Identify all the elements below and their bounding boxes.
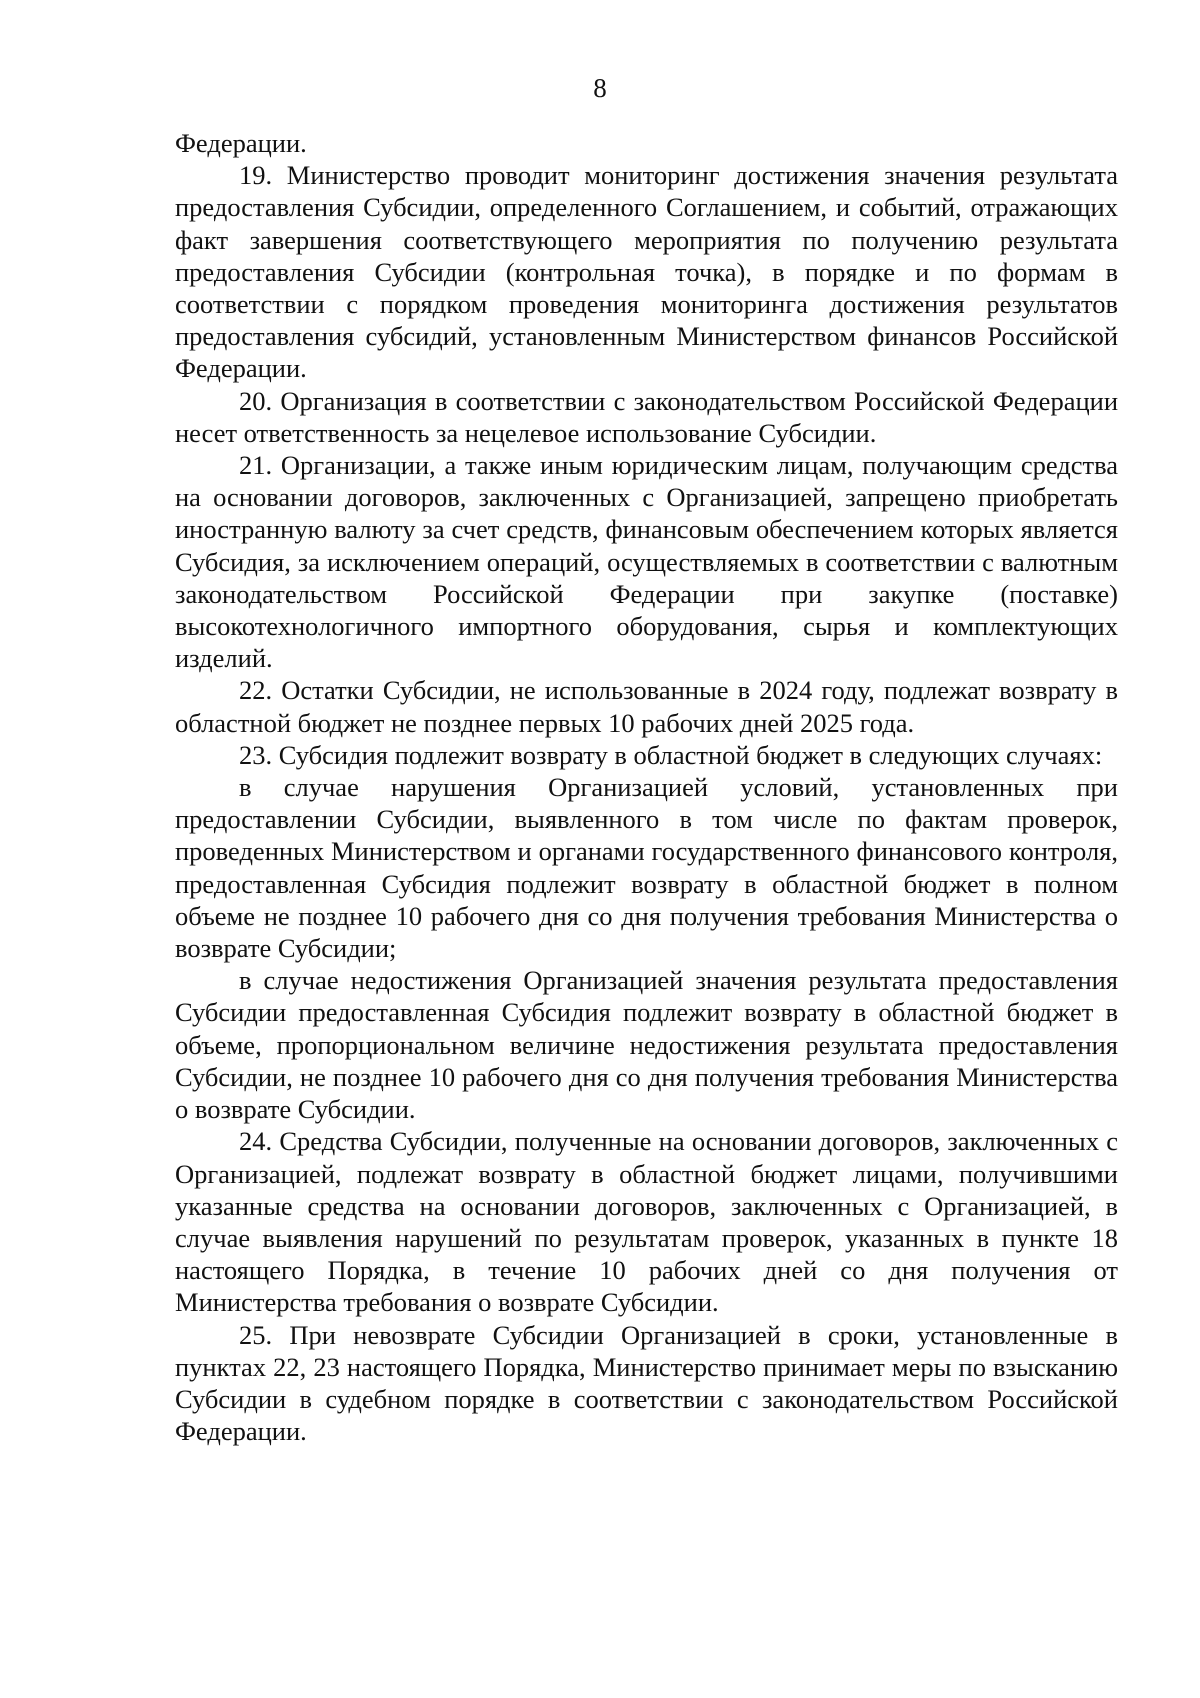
paragraph-19: 19. Министерство проводит мониторинг достижения значения результата предоставления Субсидии, определенного Соглашением, и событий, отражающих факт завершения соответствующего мероприятия по получению результата предоставления Субсидии (контрольная точка), в порядке и по формам в соответствии с порядком проведения мониторинга достижения результатов предоставления субсидий, установленным Министерством финансов Российской Федерации. <box>175 160 1118 384</box>
paragraph-25: 25. При невозврате Субсидии Организацией в сроки, установленные в пунктах 22, 23 настоящего Порядка, Министерство принимает меры по взысканию Субсидии в судебном порядке в соответствии с законодательством Российской Федерации. <box>175 1319 1118 1447</box>
page-number: 8 <box>593 73 607 103</box>
paragraph-20: 20. Организация в соответствии с законодательством Российской Федерации несет ответственность за нецелевое использование Субсидии. <box>175 385 1118 448</box>
paragraph-24: 24. Средства Субсидии, полученные на основании договоров, заключенных с Организацией, подлежат возврату в областной бюджет лицами, получившими указанные средства на основании договоров, заключенных с Организацией, в случае выявления нарушений по результатам проверок, указанных в пункте 18 настоящего Порядка, в течение 10 рабочих дней со дня получения от Министерства требования о возврате Субсидии. <box>175 1126 1118 1318</box>
paragraph-22: 22. Остатки Субсидии, не использованные в 2024 году, подлежат возврату в областной бюджет не позднее первых 10 рабочих дней 2025 года. <box>175 675 1118 738</box>
paragraph-23: 23. Субсидия подлежит возврату в областной бюджет в следующих случаях: <box>239 739 1103 770</box>
paragraph-continuation: Федерации. <box>175 128 307 158</box>
paragraph-23-case-violation: в случае нарушения Организацией условий, установленных при предоставлении Субсидии, выявленного в том числе по фактам проверок, проведенных Министерством и органами государственного финансового контроля, предоставленная Субсидия подлежит возврату в областной бюджет в полном объеме не позднее 10 рабочего дня со дня получения требования Министерства о возврате Субсидии; <box>175 772 1118 964</box>
document-body <box>175 127 1118 1447</box>
paragraph-23-case-underachievement: в случае недостижения Организацией значения результата предоставления Субсидии предоставленная Субсидия подлежит возврату в областной бюджет в объеме, пропорциональном величине недостижения результата предоставления Субсидии, не позднее 10 рабочего дня со дня получения требования Министерства о возврате Субсидии. <box>175 965 1118 1125</box>
paragraph-21: 21. Организации, а также иным юридическим лицам, получающим средства на основании договоров, заключенных с Организацией, запрещено приобретать иностранную валюту за счет средств, финансовым обеспечением которых является Субсидия, за исключением операций, осуществляемых в соответствии с валютным законодательством Российской Федерации при закупке (поставке) высокотехнологичного импортного оборудования, сырья и комплектующих изделий. <box>175 450 1118 674</box>
